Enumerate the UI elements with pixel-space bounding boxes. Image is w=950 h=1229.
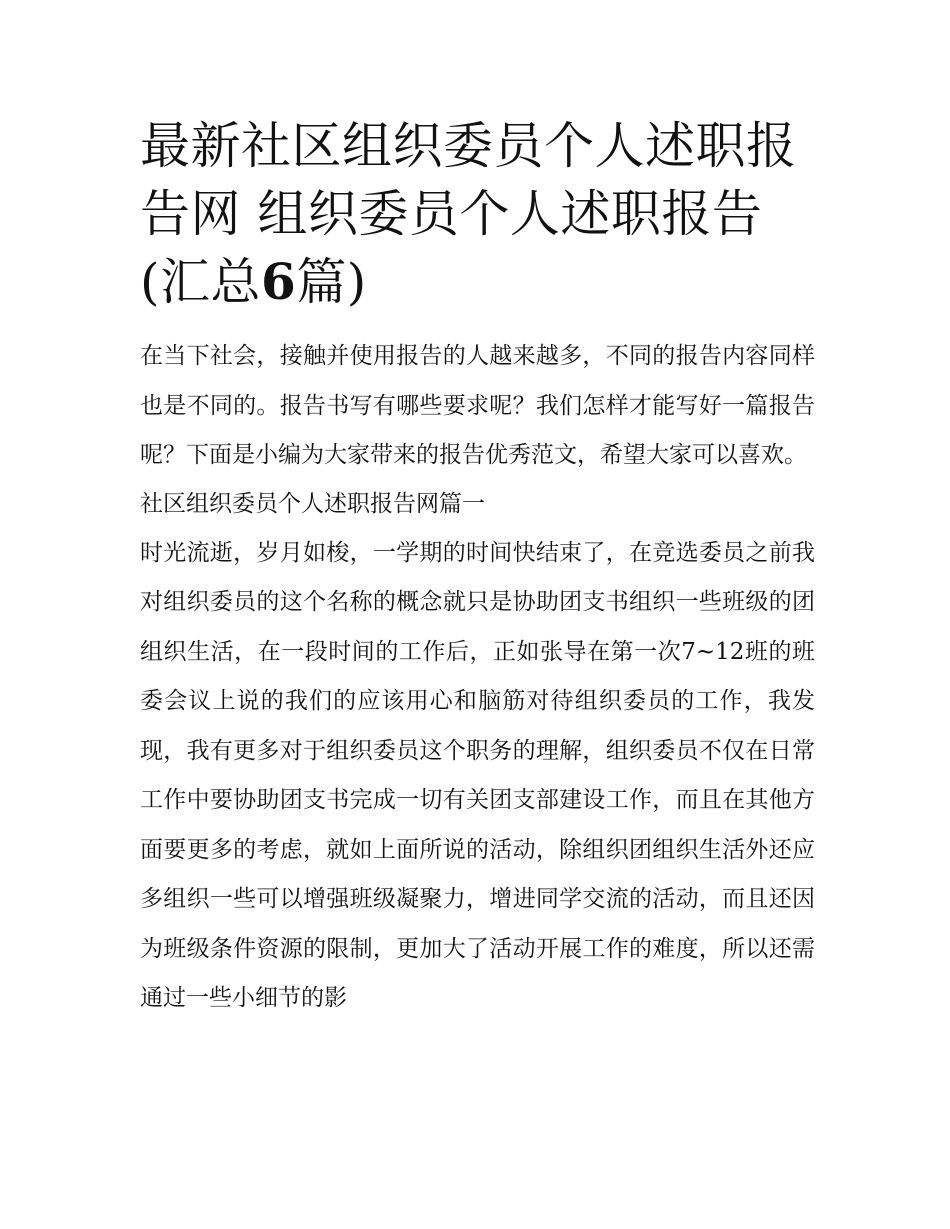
body-paragraph: 时光流逝，岁月如梭，一学期的时间快结束了，在竞选委员之前我对组织委员的这个名称的概念就只是协助团支书组织一些班级的团组织生活，在一段时间的工作后，正如张导在第一次7~12班的班委会议上说的我们的应该用心和脑筋对待组织委员的工作，我发现，我有更多对于组织委员这个职务的理解，组织委员不仅在日常工作中要协助团支书完成一切有关团支部建设工作，而且在其他方面要更多的考虑，就如上面所说的活动，除组织团组织生活外还应多组织一些可以增强班级凝聚力，增进同学交流的活动，而且还因为班级条件资源的限制，更加大了活动开展工作的难度，所以还需通过一些小细节的影: [140, 539, 815, 1011]
section-heading: 社区组织委员个人述职报告网篇一: [140, 490, 485, 517]
intro-paragraph: 在当下社会，接触并使用报告的人越来越多，不同的报告内容同样也是不同的。报告书写有哪些要求呢？我们怎样才能写好一篇报告呢？下面是小编为大家带来的报告优秀范文，希望大家可以喜欢。: [140, 343, 815, 468]
document-title: [140, 112, 815, 316]
document-content: [140, 112, 815, 1024]
title-text: 最新社区组织委员个人述职报告网 组织委员个人述职报告(汇总: [140, 117, 797, 311]
title-suffix: 篇): [296, 253, 367, 311]
title-number: 6: [261, 252, 297, 311]
